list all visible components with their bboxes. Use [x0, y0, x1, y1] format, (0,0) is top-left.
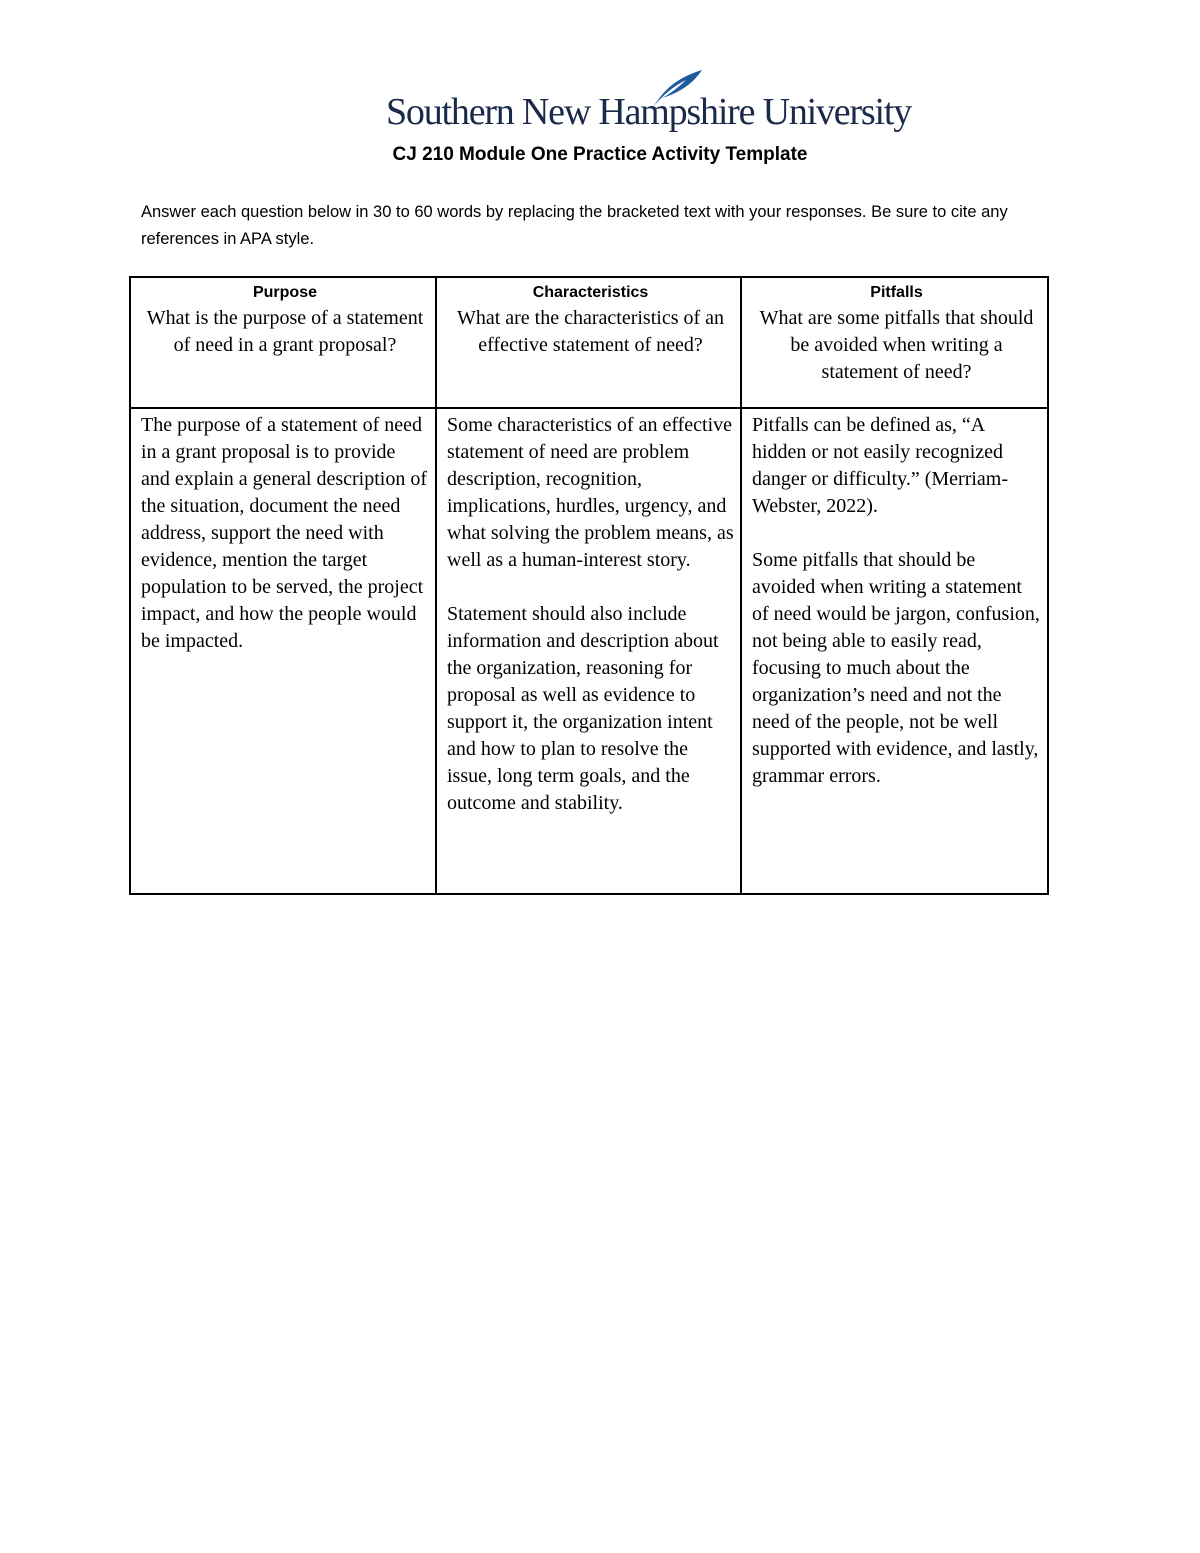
answer-cell-pitfalls[interactable]: [741, 408, 1048, 894]
column-label: Pitfalls: [870, 284, 923, 301]
logo-wordmark: Southern New Hampshire University: [386, 91, 912, 133]
university-logo: [384, 68, 912, 136]
answer-paragraph: Some pitfalls that should be avoided when writing a statement of need would be jargon, confusion, not being able to easily read, focusing to much about the organization’s need and not the need of the people, not be well supported with evidence, and lastly, grammar errors.: [752, 549, 1040, 787]
table-header-row: [130, 277, 1048, 408]
answer-paragraph: Statement should also include information and description about the organization, reasoning for proposal as well as evidence to support it, the organization intent and how to plan to resolve the issue, long term goals, and the outcome and stability.: [447, 603, 719, 814]
column-question: What are some pitfalls that should be avoided when writing a statement of need?: [759, 307, 1034, 383]
answer-paragraph: Some characteristics of an effective statement of need are problem description, recognition, implications, hurdles, urgency, and what solving the problem means, as well as a human-interest story.: [447, 414, 734, 571]
instructions-text: Answer each question below in 30 to 60 words by replacing the bracketed text with your responses. Be sure to cite any references in APA style.: [141, 203, 1008, 248]
header-cell-purpose: [130, 277, 436, 408]
document-title: CJ 210 Module One Practice Activity Template: [392, 144, 808, 165]
activity-table: [129, 276, 1049, 895]
table-answer-row: [130, 408, 1048, 894]
feather-icon: [646, 68, 706, 108]
answer-cell-characteristics[interactable]: [436, 408, 741, 894]
answer-paragraph: Pitfalls can be defined as, “A hidden or not easily recognized danger or difficulty.” (Merriam-Webster, 2022).: [752, 414, 1009, 517]
column-question: What is the purpose of a statement of need in a grant proposal?: [146, 307, 424, 356]
paragraph-gap: [752, 520, 1041, 547]
answer-cell-purpose[interactable]: [130, 408, 436, 894]
column-question: What are the characteristics of an effective statement of need?: [456, 307, 725, 356]
answer-paragraph: The purpose of a statement of need in a grant proposal is to provide and explain a general description of the situation, document the need address, support the need with evidence, mention the target population to be served, the project impact, and how the people would be impacted.: [141, 414, 427, 652]
column-label: Characteristics: [532, 284, 649, 301]
paragraph-gap: [447, 574, 734, 601]
header-cell-characteristics: [436, 277, 741, 408]
column-label: Purpose: [252, 284, 317, 301]
header-cell-pitfalls: [741, 277, 1048, 408]
